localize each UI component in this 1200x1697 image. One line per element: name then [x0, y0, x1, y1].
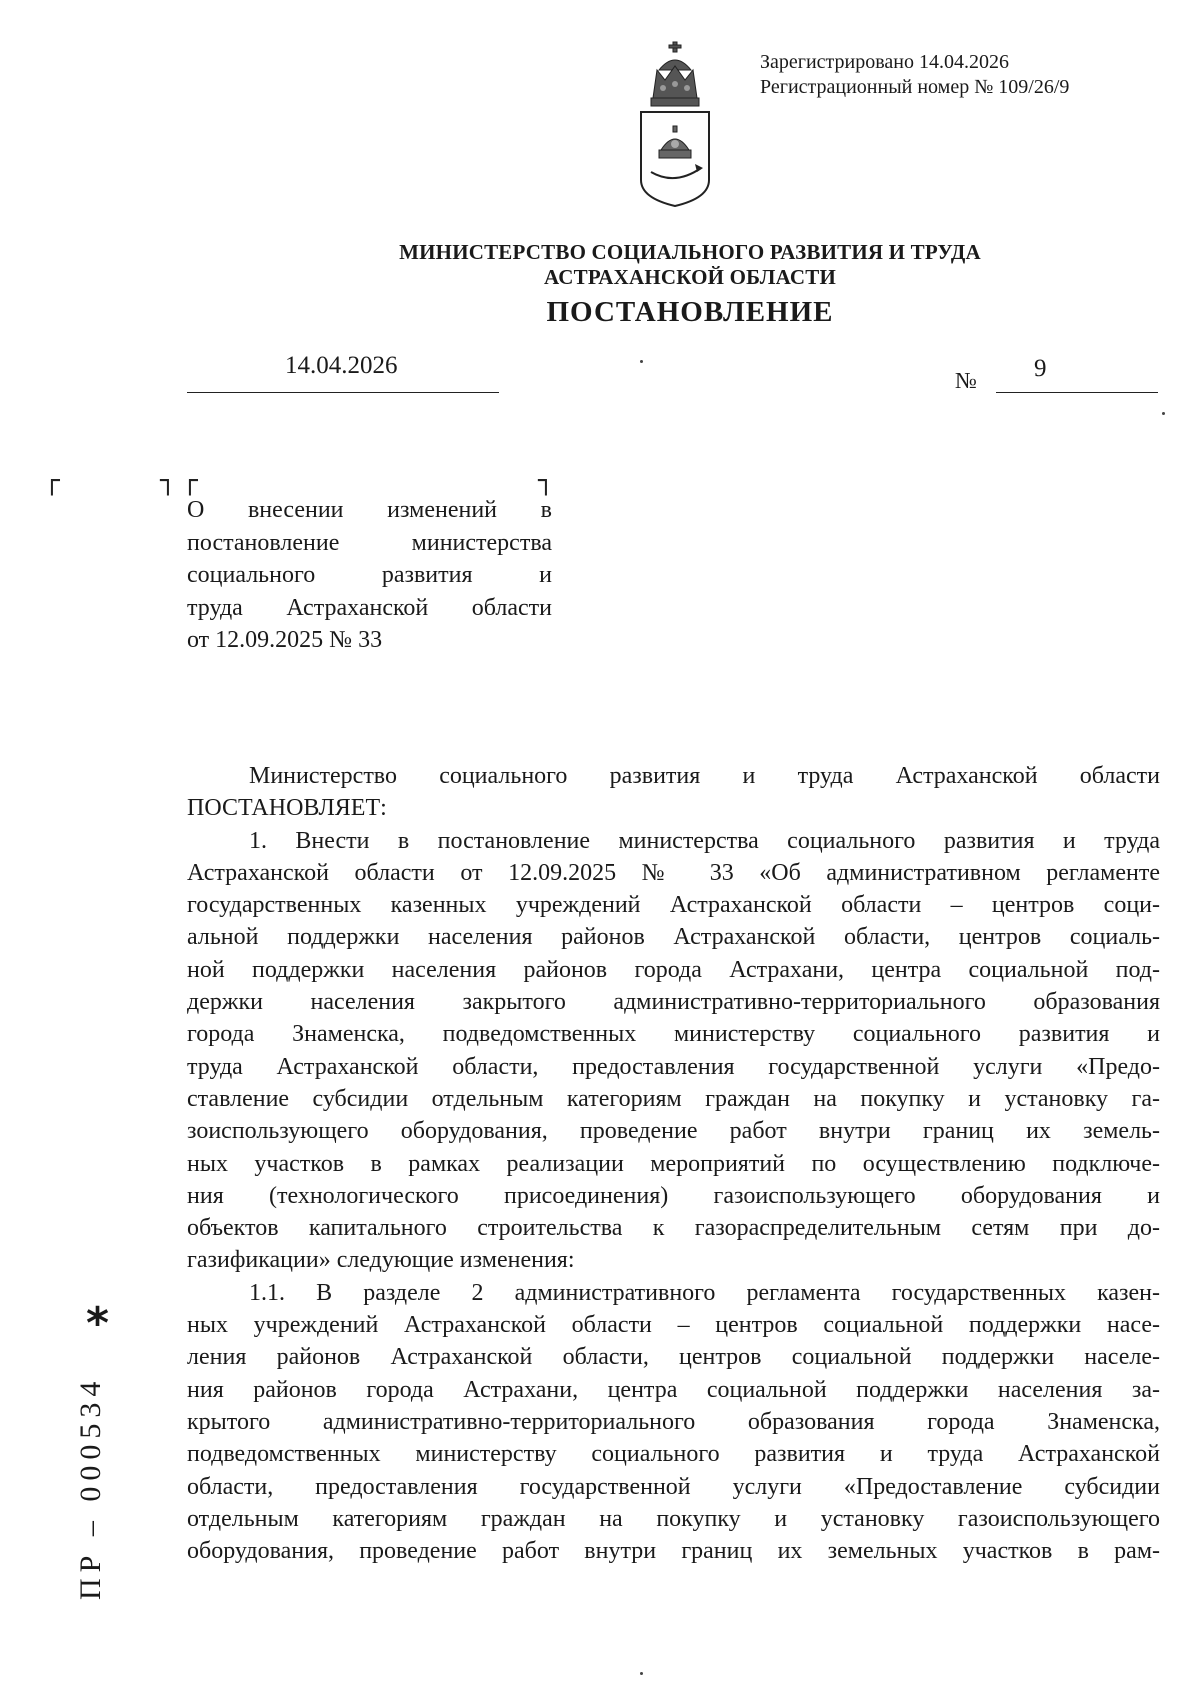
subject-line: постановление министерства — [187, 529, 552, 556]
document-type: ПОСТАНОВЛЕНИЕ — [546, 296, 834, 328]
body-line: зоиспользующего оборудования, проведение работ внутри границ их земель- — [187, 1118, 1160, 1145]
subject-line: О внесении изменений в — [187, 497, 552, 523]
subject-line: социального развития и — [187, 562, 552, 588]
body-line: оборудования, проведение работ внутри границ их земельных участков в рам- — [187, 1538, 1160, 1565]
side-registration-code: ПР – 000534 — [74, 1375, 107, 1600]
registration-number: Регистрационный номер № 109/26/9 — [760, 76, 1070, 98]
corner-mark-icon: ┌ — [182, 466, 198, 496]
body-line: ния (технологического присоединения) газоиспользующего оборудования и — [187, 1182, 1160, 1209]
scan-dot — [640, 1672, 643, 1675]
number-sign: № — [955, 368, 977, 393]
subject-line: труда Астраханской области — [187, 594, 552, 621]
registration-block — [760, 50, 1069, 100]
body-line: Астраханской области от 12.09.2025 № 33 «Об административном регламенте — [187, 859, 1160, 886]
body-line: держки населения закрытого административно-территориального образования — [187, 989, 1160, 1016]
body-line: ния районов города Астрахани, центра социальной поддержки населения за- — [187, 1376, 1160, 1403]
body-line: альной поддержки населения районов Астраханской области, центров социаль- — [187, 924, 1160, 951]
corner-mark-icon: ┐ — [538, 466, 554, 496]
body-line: отдельным категориям граждан на покупку и установку газоиспользующего — [187, 1505, 1160, 1532]
body-line: ных учреждений Астраханской области – центров социальной поддержки насе- — [187, 1312, 1160, 1339]
body-line: труда Астраханской области, предоставления государственной услуги «Предо- — [187, 1053, 1160, 1080]
body-line: государственных казенных учреждений Астраханской области – центров соци- — [187, 892, 1160, 919]
ministry-title-line2: АСТРАХАНСКОЙ ОБЛАСТИ — [543, 265, 837, 289]
body-line: ной поддержки населения районов города Астрахани, центра социальной под- — [187, 956, 1160, 983]
document-subject — [187, 494, 552, 657]
scan-dot — [1162, 412, 1165, 415]
body-line: подведомственных министерству социального развития и труда Астраханской — [187, 1441, 1160, 1468]
body-line: 1. Внести в постановление министерства социального развития и труда — [249, 827, 1160, 854]
body-line: крытого административно-территориального образования города Знаменска, — [187, 1408, 1160, 1435]
document-body — [187, 760, 1160, 1567]
corner-mark-icon: ┌ — [44, 466, 60, 496]
body-line: ПОСТАНОВЛЯЕТ: — [187, 795, 387, 822]
corner-mark-icon: ┐ — [160, 466, 176, 496]
body-line: области, предоставления государственной услуги «Предоставление субсидии — [187, 1473, 1160, 1500]
coat-of-arms-icon — [633, 40, 717, 210]
document-number: 9 — [1034, 355, 1047, 382]
body-line: Министерство социального развития и труда Астраханской области — [249, 763, 1160, 789]
body-line: ставление субсидии отдельным категориям граждан на покупку и установку га- — [187, 1085, 1160, 1112]
date-underline — [187, 392, 499, 393]
body-line: газификации» следующие изменения: — [187, 1247, 575, 1274]
subject-line: от 12.09.2025 № 33 — [187, 627, 383, 653]
ministry-title — [260, 240, 1120, 290]
body-line: объектов капитального строительства к газораспределительным сетям при до- — [187, 1215, 1160, 1242]
scan-dot — [640, 360, 643, 363]
registration-date: Зарегистрировано 14.04.2026 — [760, 51, 1010, 73]
body-line: ных участков в рамках реализации мероприятий по осуществлению подключе- — [187, 1150, 1160, 1177]
body-line: ления районов Астраханской области, центров социальной поддержки населе- — [187, 1344, 1160, 1371]
ministry-title-line1: МИНИСТЕРСТВО СОЦИАЛЬНОГО РАЗВИТИЯ И ТРУДА — [399, 240, 981, 264]
side-asterisk: * — [86, 1298, 110, 1349]
document-date: 14.04.2026 — [285, 352, 398, 379]
body-line: города Знаменска, подведомственных министерству социального развития и — [187, 1021, 1160, 1048]
body-line: 1.1. В разделе 2 административного регламента государственных казен- — [249, 1279, 1160, 1306]
number-underline — [996, 392, 1158, 393]
